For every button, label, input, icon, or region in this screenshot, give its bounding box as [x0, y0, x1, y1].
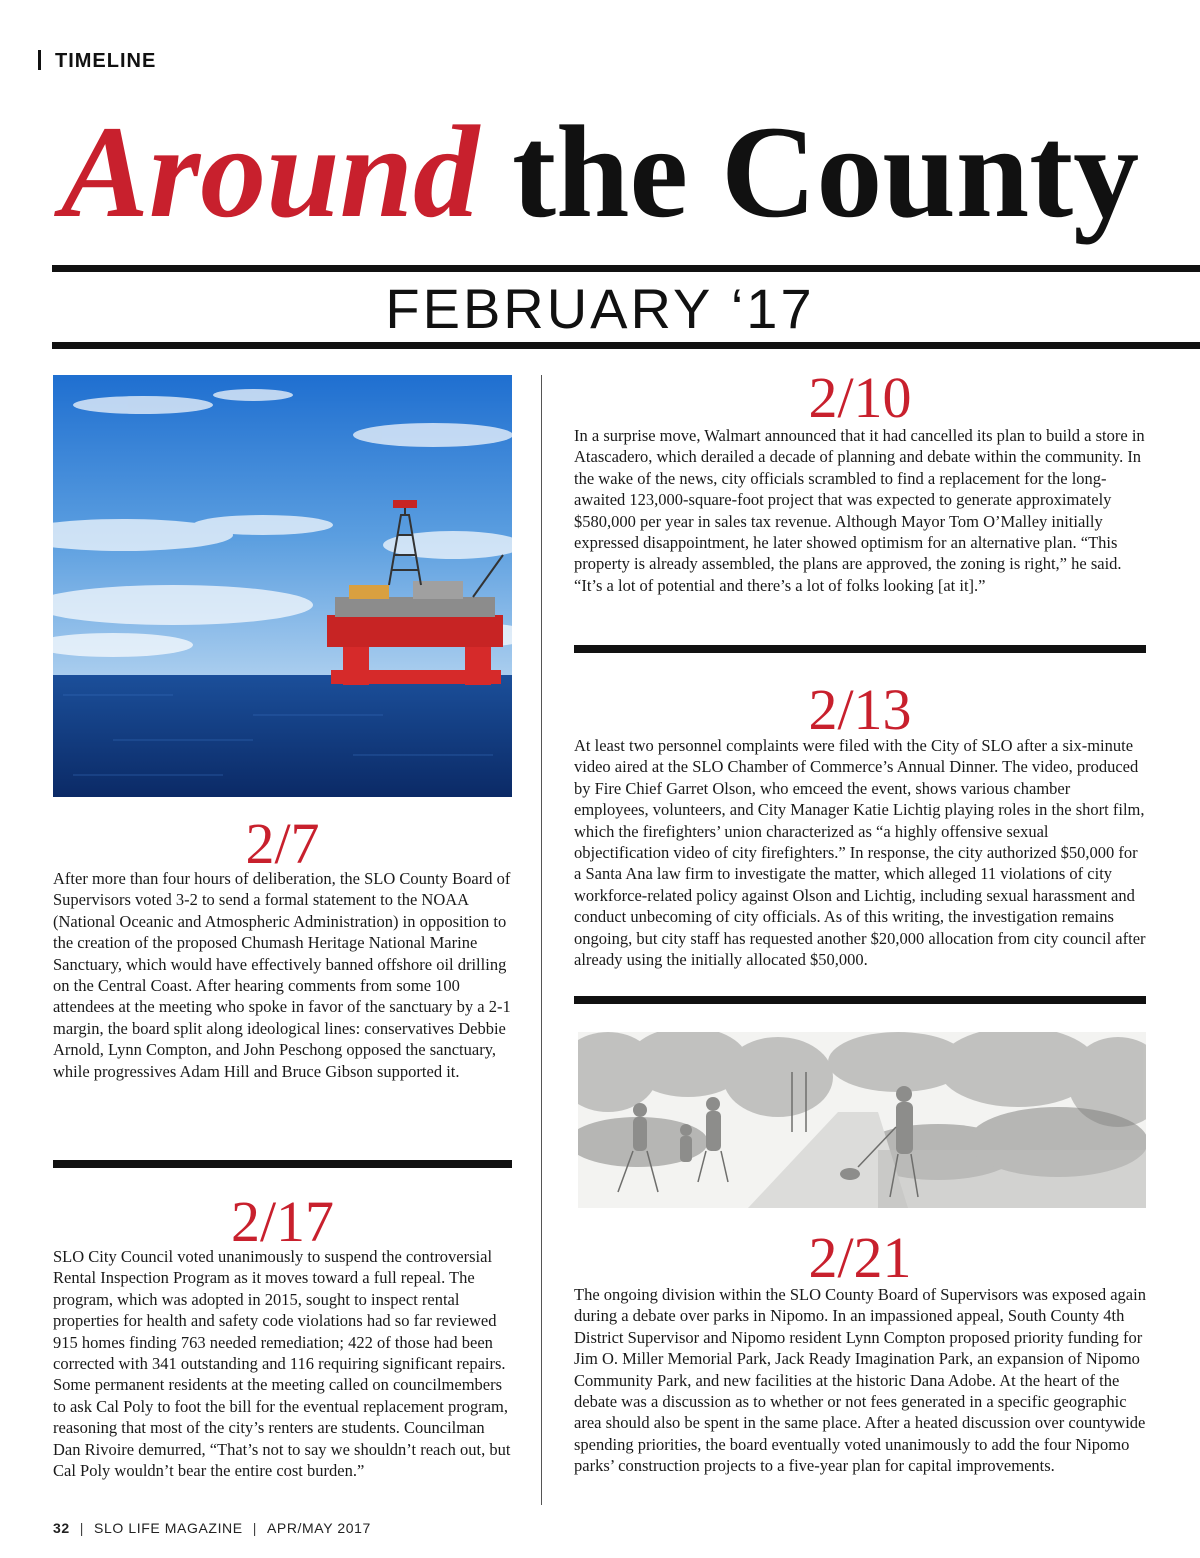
- footer-page-number: 32: [53, 1520, 70, 1536]
- footer-publication: SLO LIFE MAGAZINE: [94, 1520, 243, 1536]
- section-label-bar: [38, 50, 41, 70]
- page-title: [0, 98, 1200, 245]
- story-divider-right-1: [574, 645, 1146, 653]
- story-text-0207: After more than four hours of deliberation, the SLO County Board of Supervisors voted 3-2 to send a formal statement to the NOAA (National Oceanic and Atmospheric Administration) in opposition to the creation of the proposed Chumash Heritage National Marine Sanctuary, which would have effectively banned offshore oil drilling on the Central Coast. After hearing comments from some 100 attendees at the meeting who spoke in favor of the sanctuary by a 2-1 margin, the board split along ideological lines: conservatives Debbie Arnold, Lynn Compton, and John Peschong opposed the sanctuary, while progressives Adam Hill and Bruce Gibson supported it.: [53, 869, 511, 1081]
- footer-separator: |: [252, 1520, 257, 1536]
- story-date-0213: 2/13: [808, 677, 912, 742]
- oil-rig-photo: [53, 375, 512, 797]
- footer-separator: |: [79, 1520, 85, 1536]
- story-date-0221: 2/21: [808, 1225, 912, 1290]
- story-text-0210: In a surprise move, Walmart announced that it had cancelled its plan to build a store in Atascadero, which derailed a decade of planning and debate within the community. In the wake of the news, city officials scrambled to find a replacement for the long-awaited 123,000-square-foot project that was expected to generate approximately $580,000 per year in sales tax revenue. Although Mayor Tom O’Malley initially expressed disappointment, he later showed optimism for an alternative plan. “This property is already assembled, the plans are approved, the zoning is right,” he said. “It’s a lot of potential and there’s a lot of folks looking [at it].”: [574, 426, 1145, 595]
- month-heading: FEBRUARY ‘17: [385, 277, 815, 340]
- story-text-0217: SLO City Council voted unanimously to suspend the controversial Rental Inspection Program as it moves toward a full repeal. The program, which was adopted in 2015, sought to inspect rental properties for health and safety code violations had so far reviewed 915 homes finding 763 needed remediation; 422 of those had been corrected with 341 outstanding and 116 requiring significant repairs. Some permanent residents at the meeting called on councilmembers to ask Cal Poly to foot the bill for the eventual replacement program, reasoning that most of the city’s renters are students. Councilman Dan Rivoire demurred, “That’s not to say we shouldn’t reach out, but Cal Poly wouldn’t bear the entire cost burden.”: [53, 1247, 511, 1481]
- header-rule-top: [52, 265, 1200, 272]
- page-footer: [53, 1520, 371, 1536]
- story-text-0213: At least two personnel complaints were filed with the City of SLO after a six-minute video aired at the SLO Chamber of Commerce’s Annual Dinner. The video, produced by Fire Chief Garret Olson, who emceed the event, shows various chamber employees, volunteers, and City Manager Katie Lichtig playing roles in the short film, which the firefighters’ union characterized as “a highly offensive sexual objectification video of city firefighters.” In response, the city authorized $50,000 for a Santa Ana law firm to investigate the matter, which alleged 11 violations of city workforce-related policy against Olson and Lichtig, including sexual harassment and conduct unbecoming of city officials. As of this writing, the investigation remains ongoing, but city staff has requested another $20,000 allocation from city council after already using the initially allocated $50,000.: [574, 736, 1146, 970]
- story-text-0221: The ongoing division within the SLO County Board of Supervisors was exposed again during a debate over parks in Nipomo. In an impassioned appeal, South County 4th District Supervisor and Nipomo resident Lynn Compton proposed priority funding for Jim O. Miller Memorial Park, Jack Ready Imagination Park, an expansion of Nipomo Community Park, and new facilities at the historic Dana Adobe. At the heart of the debate was a discussion as to whether or not fees generated in a specific geographic area should also be spent in the same place. After a heated discussion over countywide spending priorities, the board eventually voted unanimously to add the four Nipomo parks’ construction projects to a five-year plan for capital improvements.: [574, 1285, 1146, 1476]
- header-rule-bottom: [52, 342, 1200, 349]
- page-title-rest: the County: [512, 98, 1140, 245]
- story-date-0207: 2/7: [245, 811, 320, 876]
- footer-issue: APR/MAY 2017: [266, 1520, 371, 1536]
- story-divider-right-2: [574, 996, 1146, 1004]
- story-date-0210: 2/10: [808, 365, 912, 430]
- column-divider: [541, 375, 542, 1505]
- story-date-0217: 2/17: [230, 1189, 335, 1254]
- section-label-text: TIMELINE: [55, 50, 157, 72]
- section-label: [38, 50, 156, 73]
- page-title-accent: Around: [60, 98, 480, 245]
- story-divider-left: [53, 1160, 512, 1168]
- park-sketch-illustration: [578, 1032, 1146, 1208]
